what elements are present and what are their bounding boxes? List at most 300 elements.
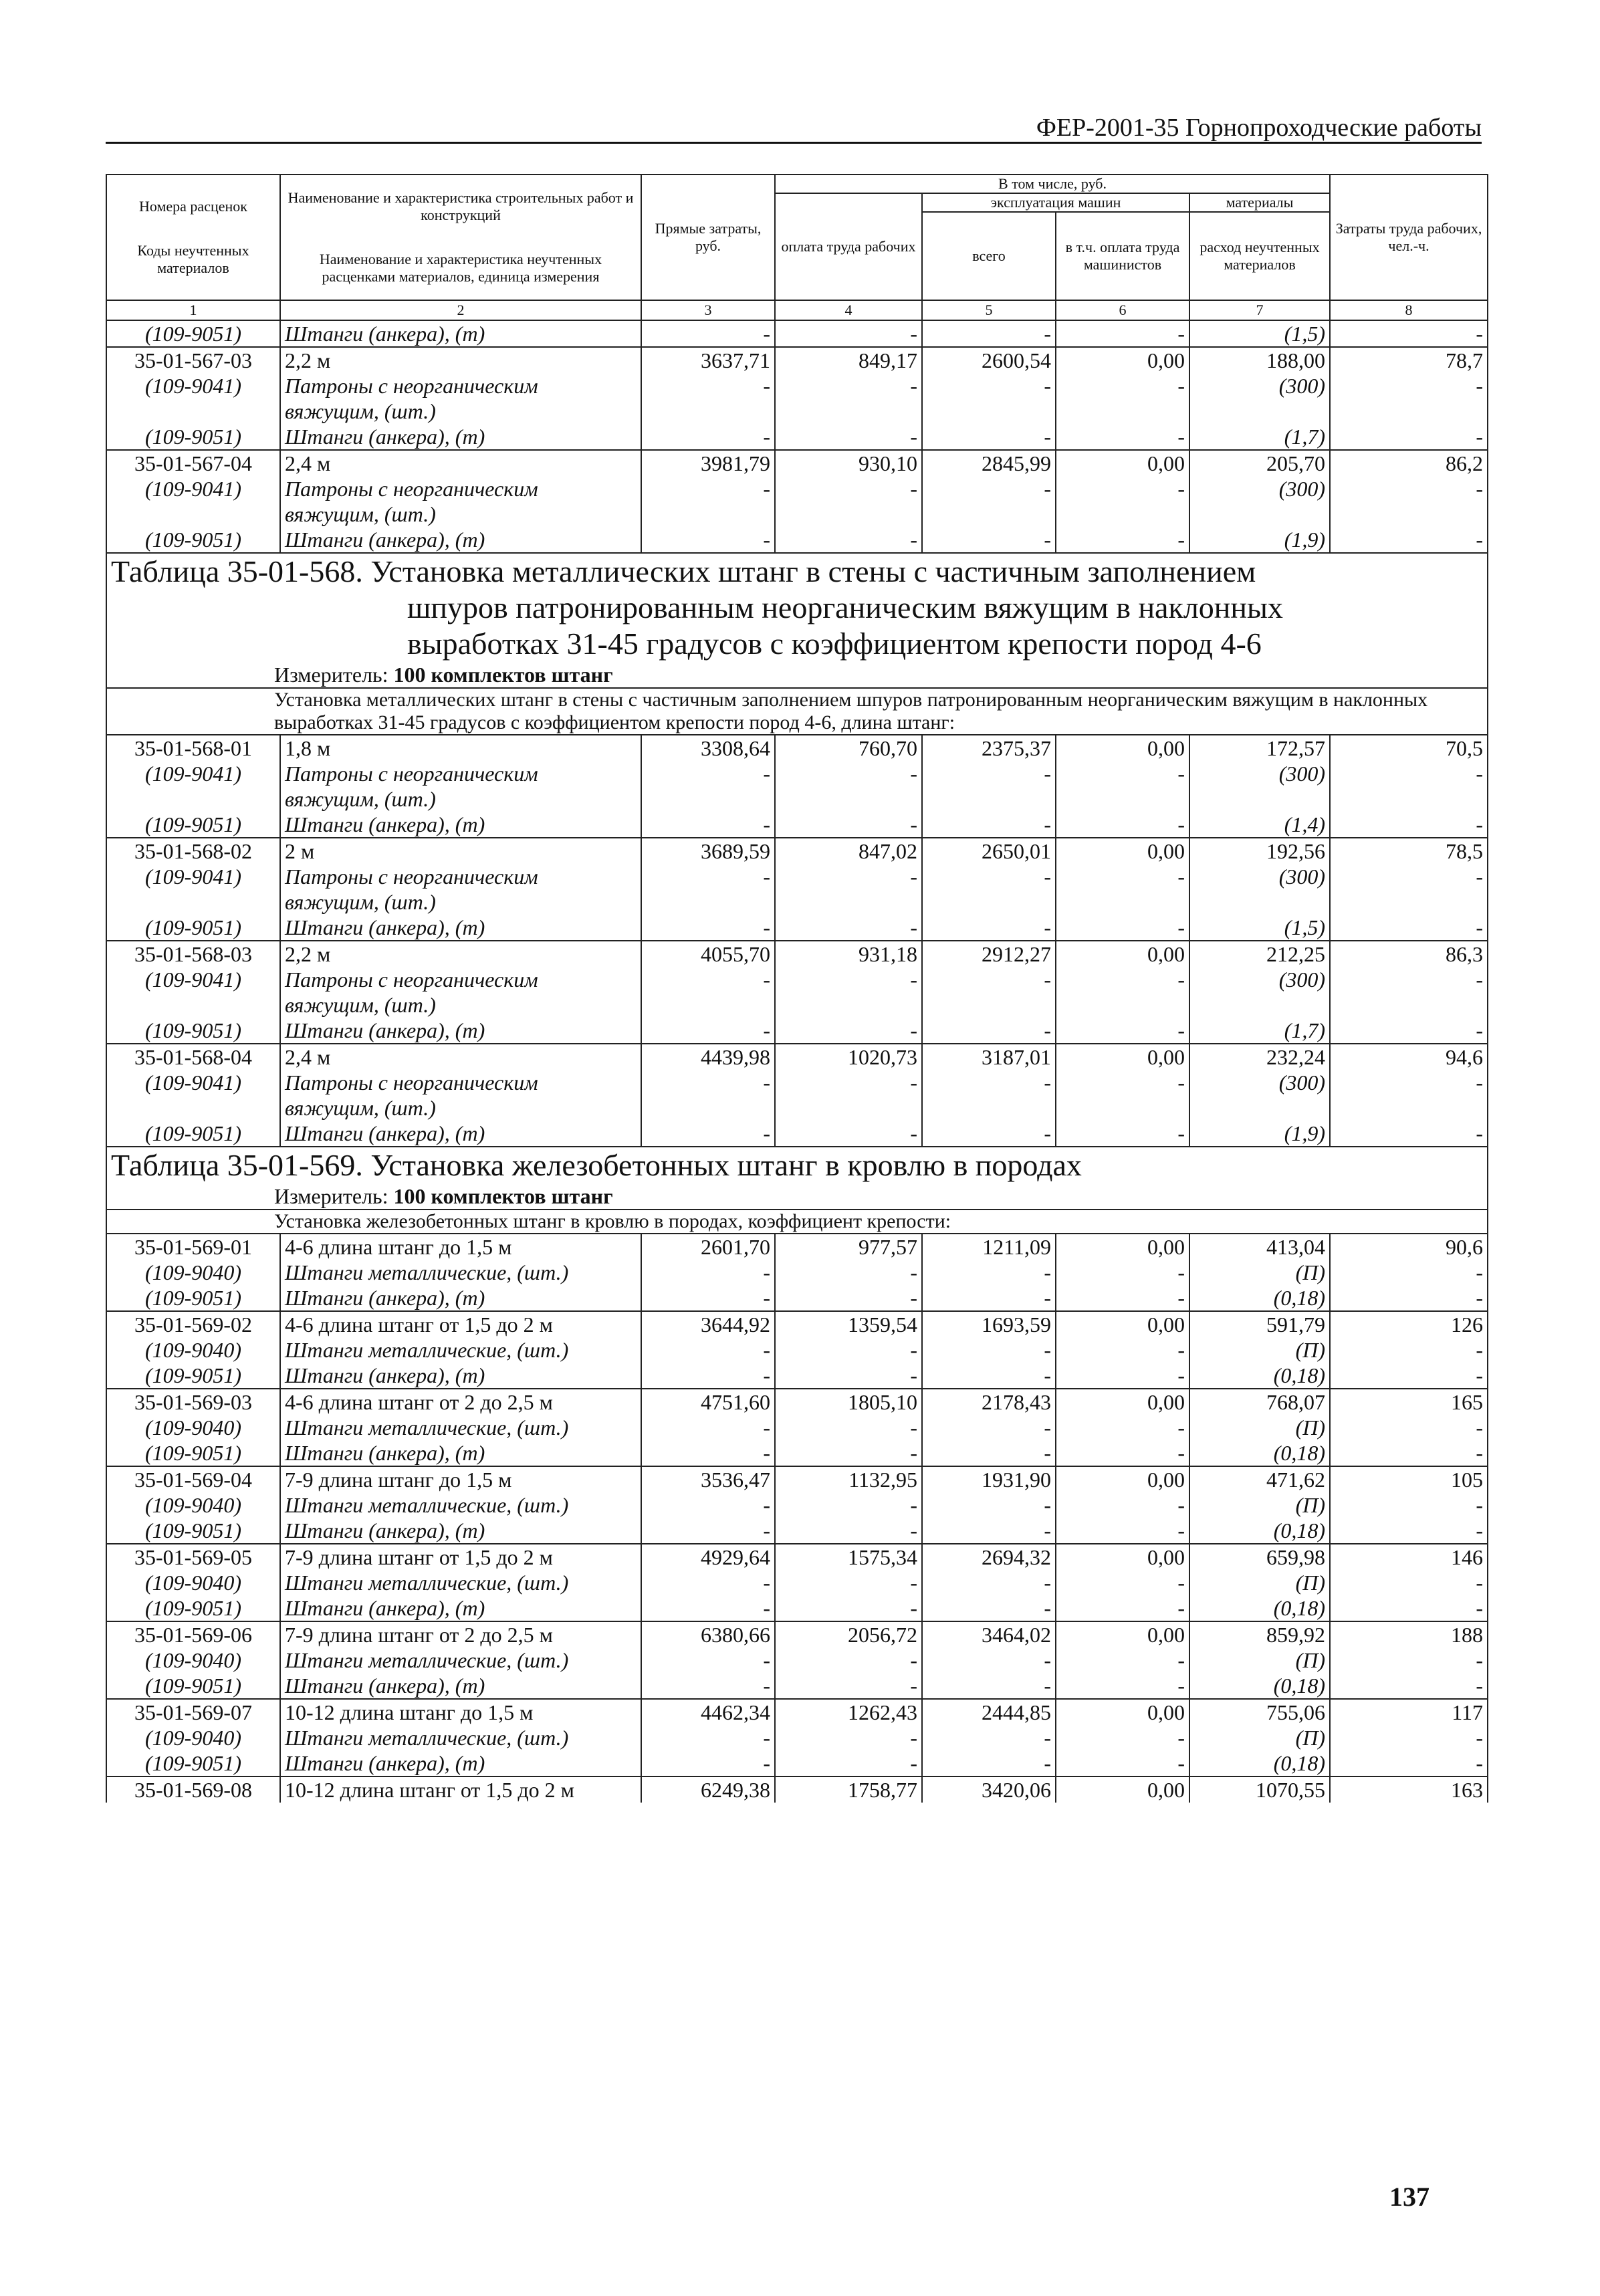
material-row [106, 1440, 1488, 1466]
machines-labor-cell: - [1056, 1725, 1189, 1750]
header-including: В том числе, руб. [775, 175, 1330, 193]
labor-pay-cell: - [775, 1415, 922, 1440]
labor-pay-cell: 1132,95 [775, 1466, 922, 1492]
direct-costs-cell: - [641, 1595, 775, 1621]
materials-cell: 188,00 [1189, 347, 1330, 373]
machines-total-cell: - [922, 1363, 1056, 1389]
material-row [106, 1492, 1488, 1518]
rate-code-cell: 35-01-567-03 [106, 347, 280, 373]
measure-label: Измеритель: [274, 663, 388, 687]
table-568-measure [106, 662, 1488, 688]
machines-labor-cell: 0,00 [1056, 1044, 1189, 1070]
machines-total-cell: - [922, 1518, 1056, 1544]
labor-pay-cell: 1805,10 [775, 1389, 922, 1415]
material-row [106, 373, 1488, 424]
rate-code-cell: (109-9041) [106, 476, 280, 527]
labor-costs-cell: - [1330, 1750, 1488, 1776]
direct-costs-cell: - [641, 1260, 775, 1285]
materials-cell: (0,18) [1189, 1440, 1330, 1466]
machines-total-cell: - [922, 1260, 1056, 1285]
materials-cell: 205,70 [1189, 450, 1330, 476]
labor-pay-cell: 1359,54 [775, 1311, 922, 1337]
materials-cell: 768,07 [1189, 1389, 1330, 1415]
materials-cell: (П) [1189, 1570, 1330, 1595]
table-568-heading [106, 553, 1488, 735]
table-569-title-number: Таблица 35-01-569. [111, 1148, 363, 1182]
machines-labor-cell: - [1056, 424, 1189, 450]
rate-name-cell: 2,2 м [280, 941, 641, 967]
rate-code-cell: (109-9040) [106, 1725, 280, 1750]
column-number: 6 [1056, 300, 1189, 320]
rate-name-cell: Патроны с неорганическим вяжущим, (шт.) [280, 761, 641, 812]
materials-cell: (П) [1189, 1415, 1330, 1440]
labor-pay-cell: - [775, 1121, 922, 1147]
table-569-measure [106, 1183, 1488, 1210]
material-row [106, 1121, 1488, 1147]
labor-costs-cell: 105 [1330, 1466, 1488, 1492]
rate-code-cell: (109-9051) [106, 1750, 280, 1776]
rate-name-cell: 7-9 длина штанг от 2 до 2,5 м [280, 1621, 641, 1647]
machines-labor-cell: - [1056, 864, 1189, 915]
labor-pay-cell: - [775, 527, 922, 553]
rate-row [106, 1044, 1488, 1070]
labor-pay-cell: 931,18 [775, 941, 922, 967]
direct-costs-cell: - [641, 1337, 775, 1363]
material-row [106, 1337, 1488, 1363]
direct-costs-cell: - [641, 1070, 775, 1121]
labor-pay-cell: - [775, 1440, 922, 1466]
machines-labor-cell: - [1056, 1121, 1189, 1147]
machines-total-cell: 2845,99 [922, 450, 1056, 476]
rate-name-cell: Патроны с неорганическим вяжущим, (шт.) [280, 476, 641, 527]
labor-costs-cell: 86,3 [1330, 941, 1488, 967]
labor-pay-cell: - [775, 1492, 922, 1518]
table-header [106, 175, 1488, 320]
labor-costs-cell: - [1330, 915, 1488, 941]
labor-costs-cell: 188 [1330, 1621, 1488, 1647]
materials-cell: 1070,55 [1189, 1776, 1330, 1803]
rate-code-cell: (109-9051) [106, 1440, 280, 1466]
material-row [106, 1725, 1488, 1750]
labor-pay-cell: - [775, 864, 922, 915]
materials-cell: (П) [1189, 1337, 1330, 1363]
column-number: 2 [280, 300, 641, 320]
rate-name-cell: 7-9 длина штанг от 1,5 до 2 м [280, 1544, 641, 1570]
machines-total-cell: - [922, 1647, 1056, 1673]
material-row [106, 1363, 1488, 1389]
labor-pay-cell: 977,57 [775, 1234, 922, 1260]
rate-code-cell: (109-9051) [106, 812, 280, 838]
direct-costs-cell: 3536,47 [641, 1466, 775, 1492]
rate-name-cell: Штанги металлические, (шт.) [280, 1492, 641, 1518]
direct-costs-cell: - [641, 373, 775, 424]
table-568-title [106, 553, 1488, 662]
table-569-rows [106, 1234, 1488, 1803]
machines-total-cell: - [922, 1570, 1056, 1595]
column-number: 7 [1189, 300, 1330, 320]
rate-code-cell: (109-9051) [106, 1121, 280, 1147]
material-row [106, 1070, 1488, 1121]
rate-name-cell: Штанги (анкера), (т) [280, 1595, 641, 1621]
materials-cell: (1,5) [1189, 915, 1330, 941]
section-567-rows [106, 320, 1488, 553]
material-row [106, 761, 1488, 812]
labor-pay-cell: - [775, 424, 922, 450]
header-material-name: Наименование и характеристика неучтенных расценками материалов, единица измерения [319, 251, 602, 285]
machines-labor-cell: - [1056, 373, 1189, 424]
rate-code-cell: 35-01-568-04 [106, 1044, 280, 1070]
machines-total-cell: - [922, 967, 1056, 1018]
measure-value: 100 комплектов штанг [393, 663, 613, 687]
page-header [106, 114, 1482, 144]
rate-name-cell: Штанги (анкера), (т) [280, 1518, 641, 1544]
labor-pay-cell: - [775, 1018, 922, 1044]
machines-labor-cell: - [1056, 1018, 1189, 1044]
machines-labor-cell: - [1056, 1570, 1189, 1595]
header-machines: эксплуатация машин [922, 193, 1189, 212]
direct-costs-cell: 4751,60 [641, 1389, 775, 1415]
rate-name-cell: Штанги (анкера), (т) [280, 915, 641, 941]
rate-name-cell: Штанги (анкера), (т) [280, 812, 641, 838]
materials-cell: 859,92 [1189, 1621, 1330, 1647]
labor-costs-cell: - [1330, 967, 1488, 1018]
rate-code-cell: (109-9051) [106, 1363, 280, 1389]
labor-costs-cell: - [1330, 812, 1488, 838]
direct-costs-cell: - [641, 527, 775, 553]
rate-code-cell: 35-01-569-05 [106, 1544, 280, 1570]
header-machines-labor: в т.ч. оплата труда машинистов [1056, 212, 1189, 300]
materials-cell: (1,5) [1189, 320, 1330, 347]
materials-cell: (0,18) [1189, 1750, 1330, 1776]
material-row [106, 320, 1488, 347]
machines-labor-cell: - [1056, 915, 1189, 941]
rate-code-cell: (109-9040) [106, 1492, 280, 1518]
rate-name-cell: Штанги (анкера), (т) [280, 424, 641, 450]
rate-row [106, 941, 1488, 967]
material-row [106, 967, 1488, 1018]
labor-pay-cell: - [775, 1647, 922, 1673]
header-names [280, 175, 641, 300]
machines-labor-cell: - [1056, 812, 1189, 838]
rate-name-cell: 10-12 длина штанг до 1,5 м [280, 1699, 641, 1725]
rate-row [106, 1621, 1488, 1647]
machines-labor-cell: - [1056, 1260, 1189, 1285]
direct-costs-cell: 3308,64 [641, 735, 775, 761]
machines-labor-cell: - [1056, 1415, 1189, 1440]
direct-costs-cell: - [641, 1018, 775, 1044]
machines-total-cell: 1211,09 [922, 1234, 1056, 1260]
column-number: 3 [641, 300, 775, 320]
table-568-title-line3: выработках 31-45 градусов с коэффициентом крепости пород 4-6 [407, 626, 1262, 661]
header-codes [106, 175, 280, 300]
machines-labor-cell: - [1056, 1673, 1189, 1699]
rate-row [106, 1234, 1488, 1260]
direct-costs-cell: - [641, 1750, 775, 1776]
materials-cell: 591,79 [1189, 1311, 1330, 1337]
rate-name-cell: 4-6 длина штанг от 1,5 до 2 м [280, 1311, 641, 1337]
material-row [106, 1260, 1488, 1285]
table-568-title-text: Установка металлических штанг в стены с частичным заполнением [370, 554, 1256, 588]
machines-labor-cell: 0,00 [1056, 941, 1189, 967]
machines-labor-cell: - [1056, 1285, 1189, 1311]
labor-pay-cell: - [775, 1363, 922, 1389]
machines-labor-cell: - [1056, 527, 1189, 553]
header-direct-costs: Прямые затраты, руб. [641, 175, 775, 300]
direct-costs-cell: - [641, 1518, 775, 1544]
machines-labor-cell: 0,00 [1056, 1234, 1189, 1260]
header-rate-numbers: Номера расценок [139, 198, 247, 215]
materials-cell: 471,62 [1189, 1466, 1330, 1492]
direct-costs-cell: 2601,70 [641, 1234, 775, 1260]
measure-value: 100 комплектов штанг [393, 1184, 613, 1208]
header-labor-pay: оплата труда рабочих [775, 193, 922, 300]
labor-costs-cell: - [1330, 527, 1488, 553]
labor-costs-cell: - [1330, 1018, 1488, 1044]
machines-labor-cell: 0,00 [1056, 1699, 1189, 1725]
machines-labor-cell: - [1056, 1518, 1189, 1544]
rate-code-cell: (109-9051) [106, 1518, 280, 1544]
machines-labor-cell: 0,00 [1056, 1311, 1189, 1337]
material-row [106, 1647, 1488, 1673]
labor-costs-cell: 163 [1330, 1776, 1488, 1803]
machines-total-cell: 2650,01 [922, 838, 1056, 864]
table-568-subheading: Установка металлических штанг в стены с частичным заполнением шпуров патронированным неорганическим вяжущим в наклонных выработках 31-45 градусов с коэффициентом крепости пород 4-6, длина штанг: [106, 688, 1488, 735]
labor-costs-cell: - [1330, 1725, 1488, 1750]
labor-costs-cell: - [1330, 1285, 1488, 1311]
rate-code-cell: (109-9040) [106, 1647, 280, 1673]
machines-labor-cell: - [1056, 1750, 1189, 1776]
direct-costs-cell: 6249,38 [641, 1776, 775, 1803]
materials-cell: (1,9) [1189, 527, 1330, 553]
direct-costs-cell: - [641, 1647, 775, 1673]
direct-costs-cell: 3637,71 [641, 347, 775, 373]
rate-row [106, 1699, 1488, 1725]
labor-costs-cell: - [1330, 1647, 1488, 1673]
materials-cell: (1,4) [1189, 812, 1330, 838]
column-number: 1 [106, 300, 280, 320]
rate-code-cell: 35-01-569-03 [106, 1389, 280, 1415]
labor-pay-cell: - [775, 1725, 922, 1750]
labor-costs-cell: 86,2 [1330, 450, 1488, 476]
labor-pay-cell: - [775, 1750, 922, 1776]
rate-code-cell: 35-01-569-02 [106, 1311, 280, 1337]
rate-row [106, 1389, 1488, 1415]
materials-cell: 172,57 [1189, 735, 1330, 761]
machines-labor-cell: - [1056, 320, 1189, 347]
rate-code-cell: (109-9040) [106, 1337, 280, 1363]
machines-total-cell: - [922, 1750, 1056, 1776]
materials-cell: (0,18) [1189, 1363, 1330, 1389]
rate-name-cell: 10-12 длина штанг от 1,5 до 2 м [280, 1776, 641, 1803]
machines-total-cell: - [922, 1070, 1056, 1121]
machines-labor-cell: - [1056, 967, 1189, 1018]
rate-name-cell: Патроны с неорганическим вяжущим, (шт.) [280, 1070, 641, 1121]
labor-pay-cell: - [775, 1518, 922, 1544]
table-569-heading [106, 1147, 1488, 1234]
labor-costs-cell: - [1330, 1492, 1488, 1518]
rate-name-cell: Штанги (анкера), (т) [280, 1750, 641, 1776]
rate-code-cell: (109-9040) [106, 1415, 280, 1440]
rate-row [106, 1466, 1488, 1492]
labor-pay-cell: - [775, 1673, 922, 1699]
machines-labor-cell: - [1056, 476, 1189, 527]
material-row [106, 1750, 1488, 1776]
rate-name-cell: Штанги (анкера), (т) [280, 320, 641, 347]
rate-code-cell: (109-9051) [106, 527, 280, 553]
machines-labor-cell: 0,00 [1056, 1776, 1189, 1803]
direct-costs-cell: 4929,64 [641, 1544, 775, 1570]
machines-total-cell: - [922, 1595, 1056, 1621]
direct-costs-cell: 3689,59 [641, 838, 775, 864]
page-header-title: ФЕР-2001-35 Горнопроходческие работы [1036, 114, 1482, 142]
rate-name-cell: Штанги металлические, (шт.) [280, 1570, 641, 1595]
materials-cell: (1,7) [1189, 1018, 1330, 1044]
rate-name-cell: 7-9 длина штанг до 1,5 м [280, 1466, 641, 1492]
header-work-name: Наименование и характеристика строительных работ и конструкций [288, 189, 634, 223]
rate-name-cell: 4-6 длина штанг от 2 до 2,5 м [280, 1389, 641, 1415]
direct-costs-cell: - [641, 424, 775, 450]
machines-total-cell: - [922, 1725, 1056, 1750]
direct-costs-cell: - [641, 1570, 775, 1595]
direct-costs-cell: 3981,79 [641, 450, 775, 476]
direct-costs-cell: - [641, 1492, 775, 1518]
direct-costs-cell: - [641, 476, 775, 527]
rate-code-cell: 35-01-569-07 [106, 1699, 280, 1725]
labor-costs-cell: - [1330, 1337, 1488, 1363]
rate-code-cell: 35-01-567-04 [106, 450, 280, 476]
materials-cell: (0,18) [1189, 1595, 1330, 1621]
labor-costs-cell: - [1330, 1440, 1488, 1466]
rate-name-cell: 4-6 длина штанг до 1,5 м [280, 1234, 641, 1260]
rate-code-cell: (109-9051) [106, 320, 280, 347]
labor-costs-cell: 146 [1330, 1544, 1488, 1570]
machines-total-cell: - [922, 1440, 1056, 1466]
labor-pay-cell: 760,70 [775, 735, 922, 761]
labor-pay-cell: 847,02 [775, 838, 922, 864]
materials-cell: (0,18) [1189, 1673, 1330, 1699]
header-material-codes: Коды неучтенных материалов [137, 242, 249, 276]
rate-row [106, 1311, 1488, 1337]
labor-pay-cell: - [775, 967, 922, 1018]
labor-costs-cell: - [1330, 1673, 1488, 1699]
table-569-subheading: Установка железобетонных штанг в кровлю в породах, коэффициент крепости: [106, 1210, 1488, 1234]
rate-code-cell: 35-01-569-06 [106, 1621, 280, 1647]
machines-total-cell: - [922, 527, 1056, 553]
table-569-title-text: Установка железобетонных штанг в кровлю в породах [370, 1148, 1082, 1182]
materials-cell: (0,18) [1189, 1518, 1330, 1544]
machines-labor-cell: 0,00 [1056, 1389, 1189, 1415]
machines-total-cell: - [922, 761, 1056, 812]
labor-pay-cell: 2056,72 [775, 1621, 922, 1647]
materials-cell: 212,25 [1189, 941, 1330, 967]
rate-code-cell: (109-9051) [106, 915, 280, 941]
machines-labor-cell: - [1056, 1492, 1189, 1518]
materials-cell: (П) [1189, 1725, 1330, 1750]
direct-costs-cell: - [641, 967, 775, 1018]
machines-labor-cell: 0,00 [1056, 1621, 1189, 1647]
machines-total-cell: 2444,85 [922, 1699, 1056, 1725]
rate-code-cell: (109-9040) [106, 1570, 280, 1595]
machines-labor-cell: - [1056, 1440, 1189, 1466]
machines-labor-cell: - [1056, 761, 1189, 812]
rate-name-cell: Патроны с неорганическим вяжущим, (шт.) [280, 373, 641, 424]
labor-pay-cell: - [775, 476, 922, 527]
machines-total-cell: - [922, 1673, 1056, 1699]
labor-pay-cell: - [775, 761, 922, 812]
direct-costs-cell: - [641, 1363, 775, 1389]
material-row [106, 1415, 1488, 1440]
rate-code-cell: (109-9051) [106, 1595, 280, 1621]
machines-total-cell: 2694,32 [922, 1544, 1056, 1570]
rate-name-cell: 1,8 м [280, 735, 641, 761]
labor-pay-cell: - [775, 1595, 922, 1621]
direct-costs-cell: - [641, 1725, 775, 1750]
machines-labor-cell: 0,00 [1056, 735, 1189, 761]
machines-labor-cell: - [1056, 1595, 1189, 1621]
materials-cell: 755,06 [1189, 1699, 1330, 1725]
material-row [106, 1518, 1488, 1544]
machines-total-cell: - [922, 424, 1056, 450]
machines-total-cell: 3187,01 [922, 1044, 1056, 1070]
machines-total-cell: 2912,27 [922, 941, 1056, 967]
labor-pay-cell: 1262,43 [775, 1699, 922, 1725]
direct-costs-cell: 4055,70 [641, 941, 775, 967]
labor-costs-cell: - [1330, 373, 1488, 424]
table-568-title-number: Таблица 35-01-568. [111, 554, 363, 588]
rate-name-cell: Штанги металлические, (шт.) [280, 1337, 641, 1363]
labor-costs-cell: - [1330, 1260, 1488, 1285]
machines-total-cell: 1693,59 [922, 1311, 1056, 1337]
material-row [106, 527, 1488, 553]
rate-row [106, 1776, 1488, 1803]
labor-pay-cell: - [775, 320, 922, 347]
rate-code-cell: (109-9041) [106, 373, 280, 424]
rate-code-cell: 35-01-568-02 [106, 838, 280, 864]
labor-costs-cell: - [1330, 1415, 1488, 1440]
materials-cell: (300) [1189, 864, 1330, 915]
rate-name-cell: Штанги металлические, (шт.) [280, 1725, 641, 1750]
machines-total-cell: - [922, 1337, 1056, 1363]
direct-costs-cell: - [641, 1285, 775, 1311]
direct-costs-cell: - [641, 1440, 775, 1466]
machines-total-cell: - [922, 1018, 1056, 1044]
direct-costs-cell: 4439,98 [641, 1044, 775, 1070]
labor-pay-cell: - [775, 1570, 922, 1595]
rate-code-cell: (109-9051) [106, 424, 280, 450]
rate-code-cell: (109-9051) [106, 1018, 280, 1044]
material-row [106, 915, 1488, 941]
rate-code-cell: (109-9041) [106, 1070, 280, 1121]
labor-costs-cell: 126 [1330, 1311, 1488, 1337]
labor-costs-cell: - [1330, 761, 1488, 812]
machines-labor-cell: 0,00 [1056, 347, 1189, 373]
material-row [106, 1673, 1488, 1699]
machines-total-cell: 2375,37 [922, 735, 1056, 761]
rate-name-cell: Штанги (анкера), (т) [280, 1673, 641, 1699]
labor-costs-cell: - [1330, 1363, 1488, 1389]
labor-costs-cell: - [1330, 1595, 1488, 1621]
rate-row [106, 838, 1488, 864]
direct-costs-cell: 6380,66 [641, 1621, 775, 1647]
rate-code-cell: (109-9040) [106, 1260, 280, 1285]
rate-name-cell: Штанги (анкера), (т) [280, 1440, 641, 1466]
materials-cell: (0,18) [1189, 1285, 1330, 1311]
labor-costs-cell: - [1330, 1570, 1488, 1595]
machines-labor-cell: - [1056, 1070, 1189, 1121]
rate-row [106, 1544, 1488, 1570]
rate-code-cell: 35-01-568-03 [106, 941, 280, 967]
rates-table [106, 174, 1488, 1803]
